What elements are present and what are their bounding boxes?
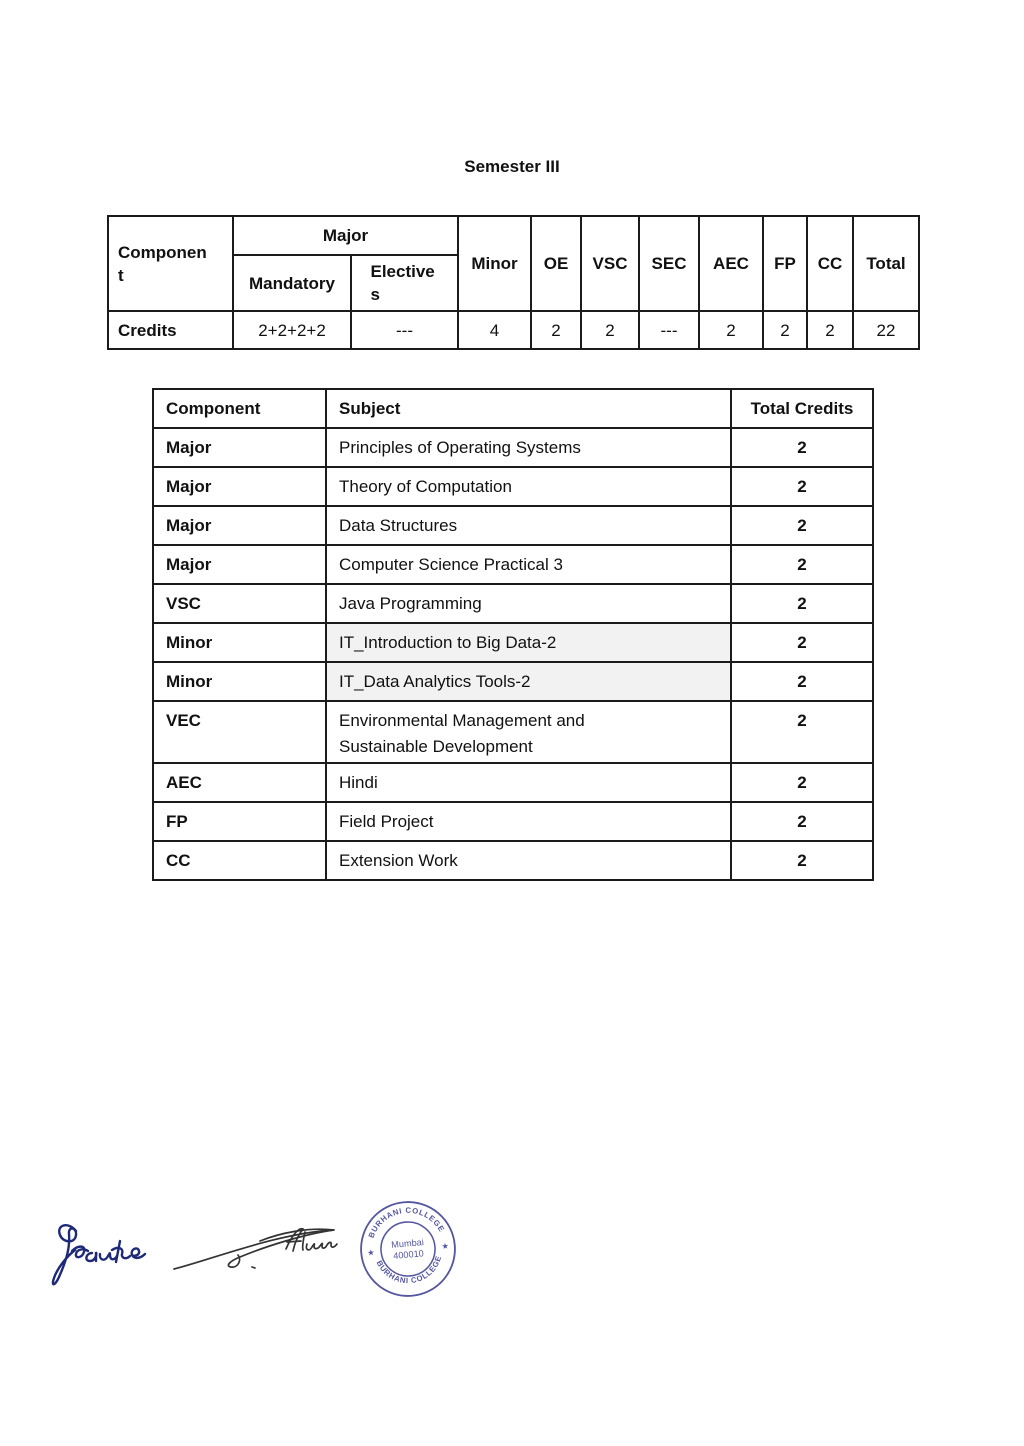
subject-cell — [326, 584, 731, 623]
component-cell: Major — [153, 545, 326, 584]
subjects-header-credits: Total Credits — [731, 389, 873, 428]
subject-cell — [326, 701, 731, 763]
college-stamp — [353, 1194, 464, 1305]
subject-text: Principles of Operating Systems — [339, 438, 581, 457]
header-electives — [351, 255, 458, 311]
component-cell: Minor — [153, 662, 326, 701]
table-row — [153, 623, 873, 662]
table-row — [153, 763, 873, 802]
signature-left — [42, 1213, 162, 1303]
credits-electives: --- — [351, 311, 458, 349]
header-oe: OE — [531, 216, 581, 311]
credits-cell: 2 — [731, 802, 873, 841]
credits-cell: 2 — [731, 545, 873, 584]
subject-text: Environmental Management and Sustainable Development — [339, 711, 585, 756]
credits-cell: 2 — [731, 623, 873, 662]
subjects-header-row — [153, 389, 873, 428]
credits-cell: 2 — [731, 763, 873, 802]
table-row — [153, 428, 873, 467]
credits-total: 22 — [853, 311, 919, 349]
credits-summary-table — [107, 215, 920, 350]
component-cell: FP — [153, 802, 326, 841]
signature-right — [168, 1203, 348, 1283]
subject-cell — [326, 802, 731, 841]
table-row — [153, 662, 873, 701]
component-cell: Major — [153, 428, 326, 467]
header-major: Major — [233, 216, 458, 255]
credits-mandatory: 2+2+2+2 — [233, 311, 351, 349]
credits-cell: 2 — [731, 841, 873, 880]
table-row — [153, 506, 873, 545]
credits-row-label: Credits — [108, 311, 233, 349]
header-component-label: Component — [118, 242, 207, 285]
subject-text: Data Structures — [339, 516, 458, 535]
subject-cell — [326, 428, 731, 467]
credits-minor: 4 — [458, 311, 531, 349]
component-cell: CC — [153, 841, 326, 880]
subject-cell — [326, 506, 731, 545]
page-title: Semester III — [464, 157, 560, 176]
credits-cell: 2 — [731, 662, 873, 701]
subjects-header-subject: Subject — [326, 389, 731, 428]
table-row — [153, 802, 873, 841]
table-row — [153, 467, 873, 506]
table-row — [153, 584, 873, 623]
table-row — [153, 545, 873, 584]
credits-sec: --- — [639, 311, 699, 349]
stamp-arc-top-text: BURHANI COLLEGE — [366, 1205, 447, 1240]
star-icon: ★ — [441, 1241, 450, 1252]
subject-text: Hindi — [339, 773, 378, 792]
stamp-arc-bottom-text: BURHANI COLLEGE — [374, 1254, 444, 1286]
header-minor: Minor — [458, 216, 531, 311]
subject-text: Theory of Computation — [339, 477, 512, 496]
component-cell: Major — [153, 467, 326, 506]
subject-cell — [326, 467, 731, 506]
subject-text: IT_Introduction to Big Data-2 — [339, 633, 557, 652]
subject-cell — [326, 763, 731, 802]
credits-cell: 2 — [731, 701, 873, 763]
credits-cell: 2 — [731, 506, 873, 545]
credits-oe: 2 — [531, 311, 581, 349]
subject-cell — [326, 841, 731, 880]
star-icon: ★ — [366, 1248, 375, 1258]
credits-cell: 2 — [731, 584, 873, 623]
header-aec: AEC — [699, 216, 763, 311]
table-row — [153, 701, 873, 763]
header-mandatory: Mandatory — [233, 255, 351, 311]
credits-cc: 2 — [807, 311, 853, 349]
component-cell: VEC — [153, 701, 326, 763]
credits-aec: 2 — [699, 311, 763, 349]
header-cc: CC — [807, 216, 853, 311]
component-cell: Minor — [153, 623, 326, 662]
subject-text: Java Programming — [339, 594, 482, 613]
header-fp: FP — [763, 216, 807, 311]
header-component — [108, 216, 233, 311]
component-cell: Major — [153, 506, 326, 545]
subject-text: IT_Data Analytics Tools-2 — [339, 672, 531, 691]
subject-cell — [326, 662, 731, 701]
component-cell: AEC — [153, 763, 326, 802]
subject-cell — [326, 545, 731, 584]
stamp-city-text: Mumbai — [390, 1237, 425, 1250]
subjects-header-component: Component — [153, 389, 326, 428]
subject-text: Field Project — [339, 812, 434, 831]
subjects-table — [152, 388, 874, 881]
stamp-pincode-text: 400010 — [392, 1248, 425, 1261]
credits-fp: 2 — [763, 311, 807, 349]
credits-cell: 2 — [731, 467, 873, 506]
subject-text: Computer Science Practical 3 — [339, 555, 563, 574]
header-electives-label: Electives — [370, 262, 435, 304]
component-cell: VSC — [153, 584, 326, 623]
credits-cell: 2 — [731, 428, 873, 467]
credits-vsc: 2 — [581, 311, 639, 349]
subject-cell — [326, 623, 731, 662]
subject-text: Extension Work — [339, 851, 458, 870]
header-total: Total — [853, 216, 919, 311]
table-row — [153, 841, 873, 880]
header-vsc: VSC — [581, 216, 639, 311]
header-sec: SEC — [639, 216, 699, 311]
